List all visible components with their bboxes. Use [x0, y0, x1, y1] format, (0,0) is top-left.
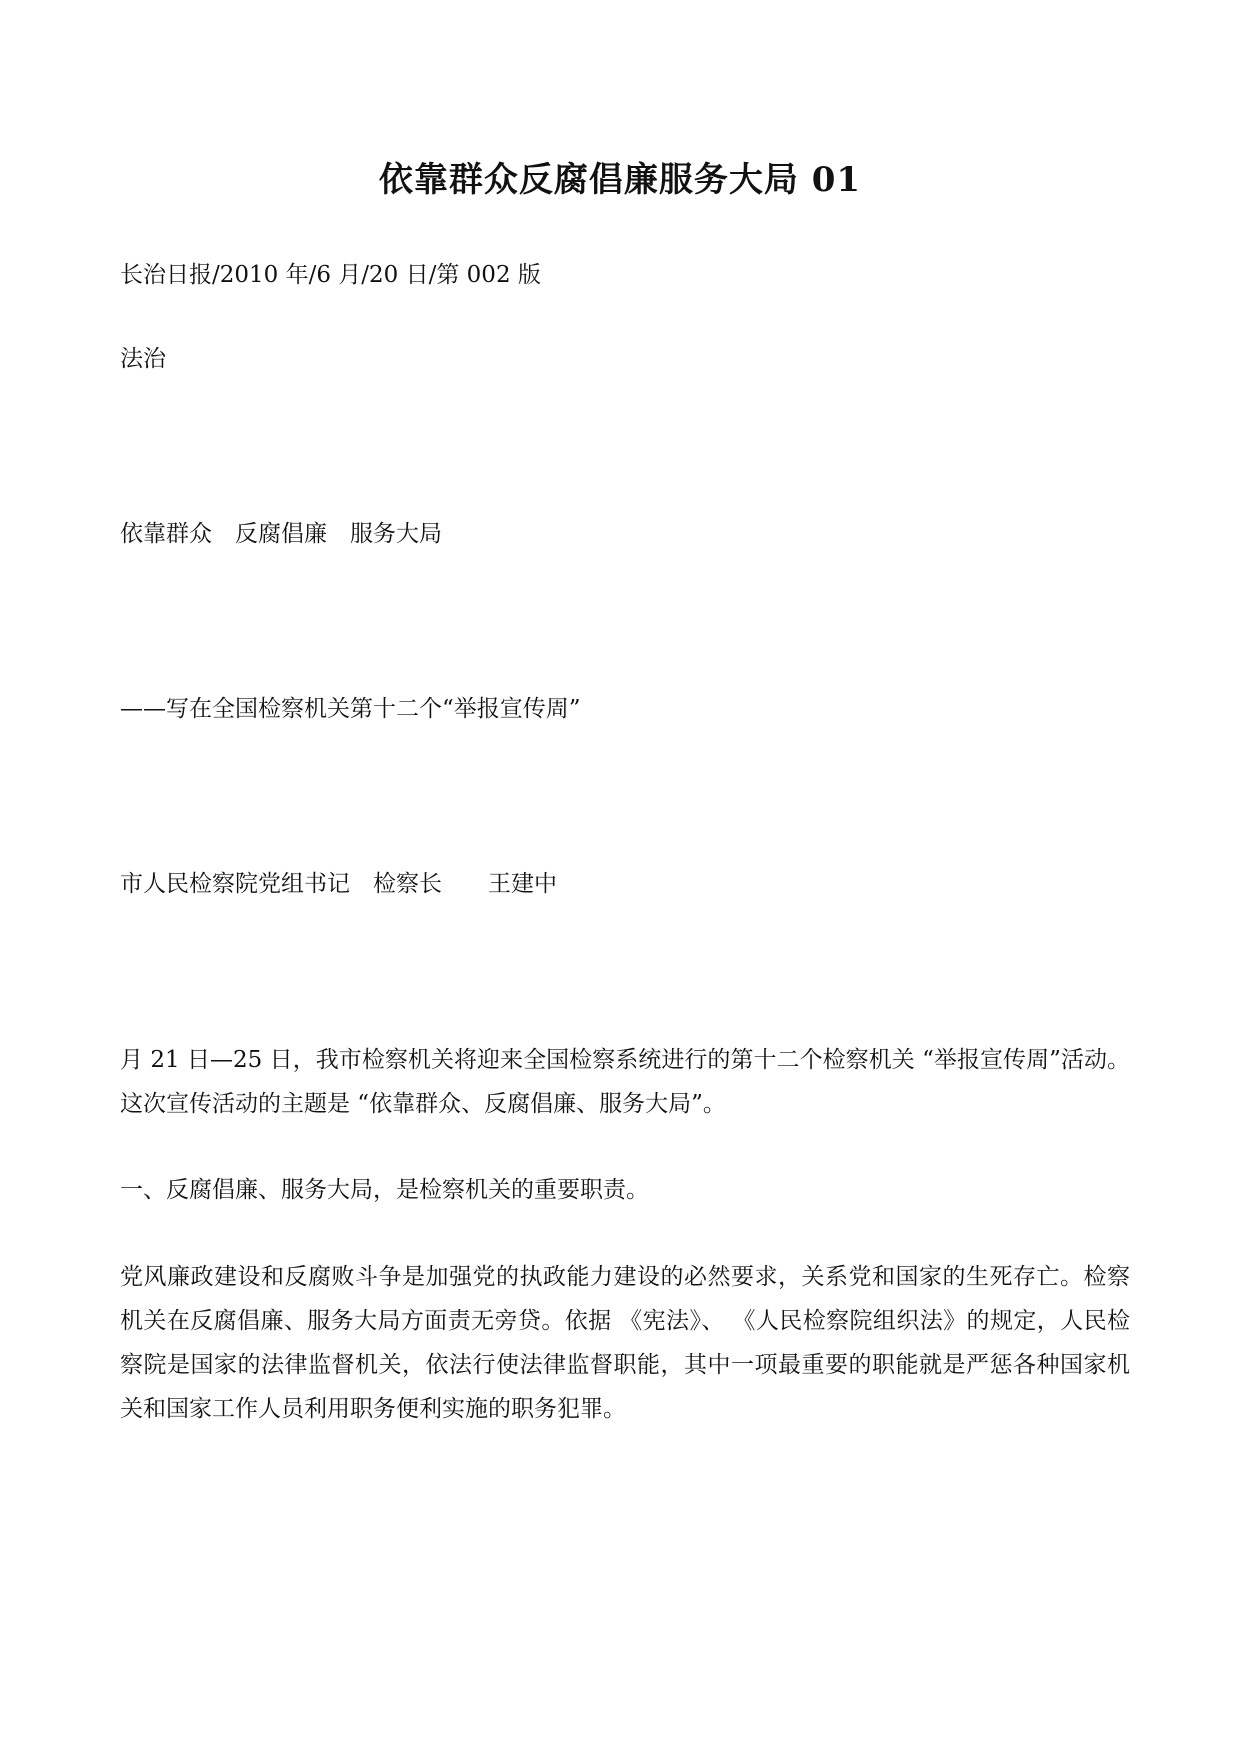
source-line: 长治日报/2010 年/6 月/20 日/第 002 版	[120, 262, 541, 288]
paragraph-2: 一、反腐倡廉、服务大局，是检察机关的重要职责。	[120, 1177, 649, 1203]
article-sub-subtitle: ——写在全国检察机关第十二个“举报宣传周”	[120, 696, 581, 722]
paragraph-1: 月 21 日—25 日，我市检察机关将迎来全国检察系统进行的第十二个检察机关 “举报宣传周”活动。这次宣传活动的主题是 “依靠群众、反腐倡廉、服务大局”。	[120, 1047, 1130, 1117]
author-line: 市人民检察院党组书记 检察长 王建中	[120, 871, 557, 897]
article-subtitle: 依靠群众 反腐倡廉 服务大局	[120, 521, 442, 547]
paragraph-3: 党风廉政建设和反腐败斗争是加强党的执政能力建设的必然要求，关系党和国家的生死存亡。检察机关在反腐倡廉、服务大局方面责无旁贷。依据 《宪法》、 《人民检察院组织法》的规定，人民检察院是国家的法律监督机关，依法行使法律监督职能，其中一项最重要的职能就是严惩各种国家机关和国家工作人员利用职务便利实施的职务犯罪。	[120, 1264, 1130, 1422]
section-label: 法治	[120, 346, 166, 372]
document-title: 依靠群众反腐倡廉服务大局 01	[378, 160, 862, 200]
